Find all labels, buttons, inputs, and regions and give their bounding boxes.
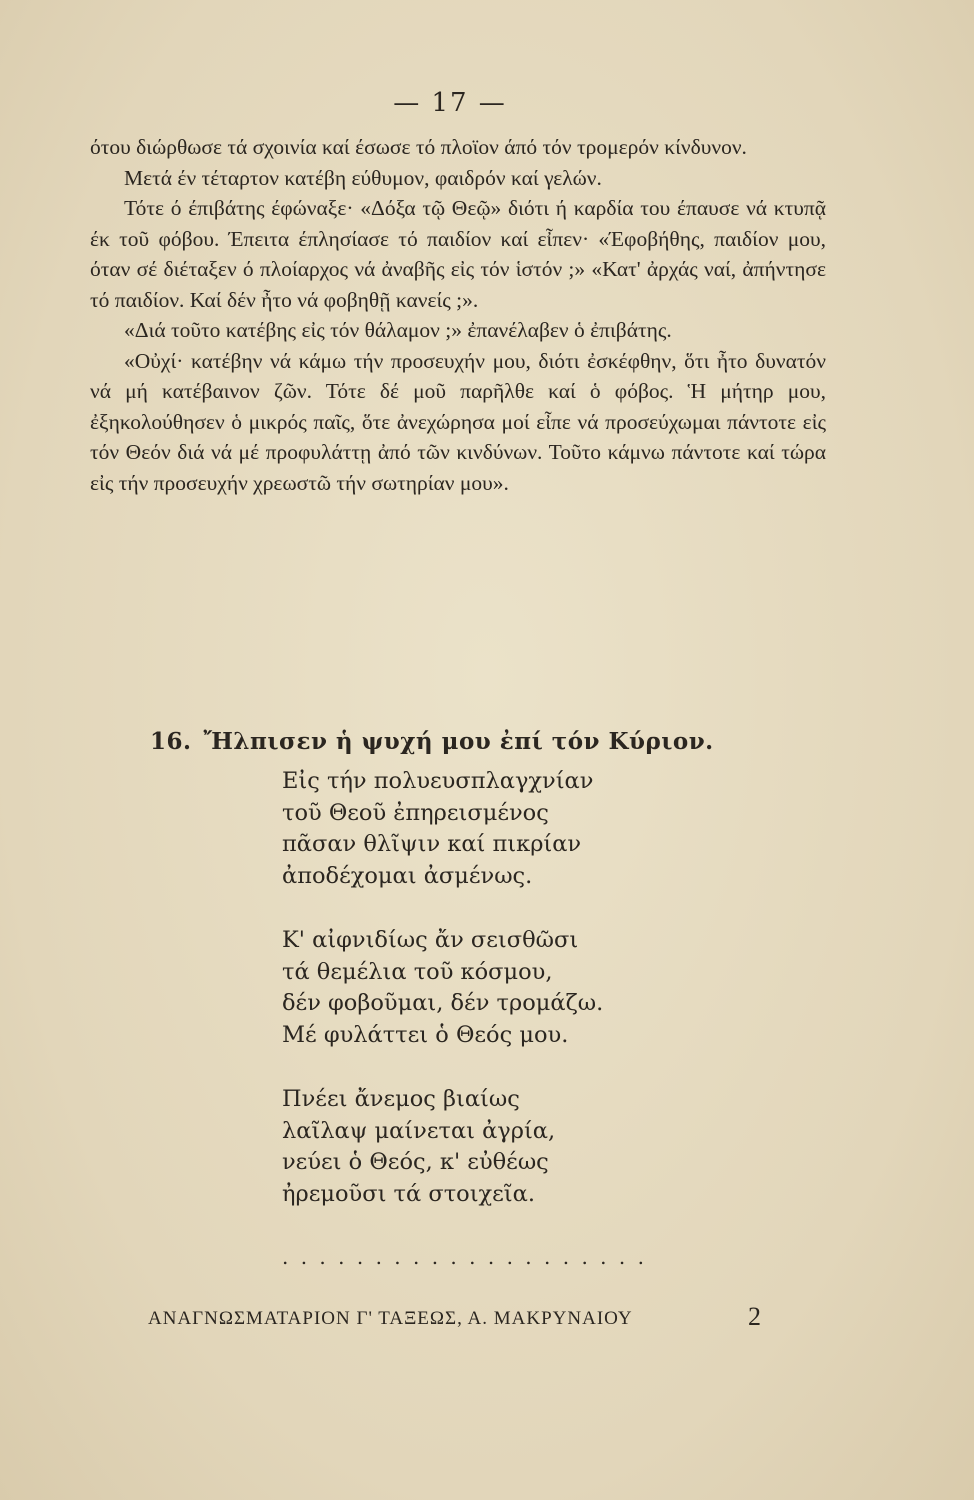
prose-text [90,132,826,498]
poem-stanza [282,925,842,1051]
section-title: Ἤλπισεν ἡ ψυχή μου ἐπί τόν Κύριον. [203,728,714,755]
section-heading [150,728,850,755]
poem-line: Κ' αἰφνιδίως ἄν σεισθῶσι [282,927,579,953]
poem-line: ἠρεμοῦσι τά στοιχεῖα. [282,1180,535,1207]
prose-paragraph: Τότε ό έπιβάτης έφώναξε· «Δόξα τῷ Θεῷ» διότι ή καρδία του έπαυσε νά κτυπᾷ έκ τοῦ φόβου. Έπειτα έπλησίασε τό παιδίον καί εἶπεν· «Έφοβήθης, παιδίον μου, όταν σέ διέταξεν ό πλοίαρχος νά ἀναβῆς εἰς τόν ἱστόν ;» «Κατ' ἀρχάς ναί, ἀπήντησε τό παιδίον. Καί δέν ἦτο νά φοβηθῇ κανείς ;». [90,196,826,312]
poem-line: ἀποδέχομαι ἀσμένως. [282,862,533,889]
printer-footer: ΑΝΑΓΝΩΣΜΑΤΑΡΙΟΝ Γ' ΤΑΞΕΩΣ, Α. ΜΑΚΡΥΝΑΙΟΥ [148,1308,633,1329]
prose-paragraph: ότου διώρθωσε τά σχοινία καί έσωσε τό πλοϊον άπό τόν τρομερόν κίνδυνον. [90,135,747,159]
poem-stanza [282,1084,842,1210]
poem-line: Εἰς τήν πολυευσπλαγχνίαν [282,768,594,794]
poem-line: δέν φοβοῦμαι, δέν τρομάζω. [282,990,604,1016]
prose-paragraph: «Διά τοῦτο κατέβης εἰς τόν θάλαμον ;» ἐπανέλαβεν ὁ ἐπιβάτης. [124,318,672,342]
prose-paragraph: «Οὐχί· κατέβην νά κάμω τήν προσευχήν μου, διότι ἐσκέφθην, ὅτι ἦτο δυνατόν νά μή κατέβαινον ζῶν. Τότε δέ μοῦ παρῆλθε καί ὁ φόβος. Ἡ μήτηρ μου, ἐξηκολούθησεν ὁ μικρός παῖς, ὅτε ἀνεχώρησα μοί εἶπε νά προσεύχωμαι πάντοτε εἰς τόν Θεόν διά νά μέ προφυλάττῃ ἀπό τῶν κινδύνων. Τοῦτο κάμνω πάντοτε καί τώρα εἰς τήν προσευχήν χρεωστῶ τήν σωτηρίαν μου». [90,348,826,495]
poem-line: πᾶσαν θλῖψιν καί πικρίαν [282,831,582,857]
signature-mark: 2 [748,1302,761,1331]
poem-line: λαῖλαψ μαίνεται ἀγρία, [282,1117,556,1144]
poem-line: νεύει ὁ Θεός, κ' εὐθέως [282,1149,549,1175]
poem-stanza [282,766,842,892]
section-number: 16. [150,728,192,755]
prose-paragraph: Μετά έν τέταρτον κατέβη εύθυμον, φαιδρόν καί γελών. [124,165,602,190]
page-number: — 17 — [393,88,507,118]
poem-continuation-dots: . . . . . . . . . . . . . . . . . . . . [282,1245,647,1269]
poem-line: τοῦ Θεοῦ ἐπηρεισμένος [282,799,549,826]
poem-line: τά θεμέλια τοῦ κόσμου, [282,958,553,985]
poem [282,766,842,1243]
poem-line: Πνέει ἄνεμος βιαίως [282,1086,520,1112]
poem-line: Μέ φυλάττει ὁ Θεός μου. [282,1021,569,1048]
